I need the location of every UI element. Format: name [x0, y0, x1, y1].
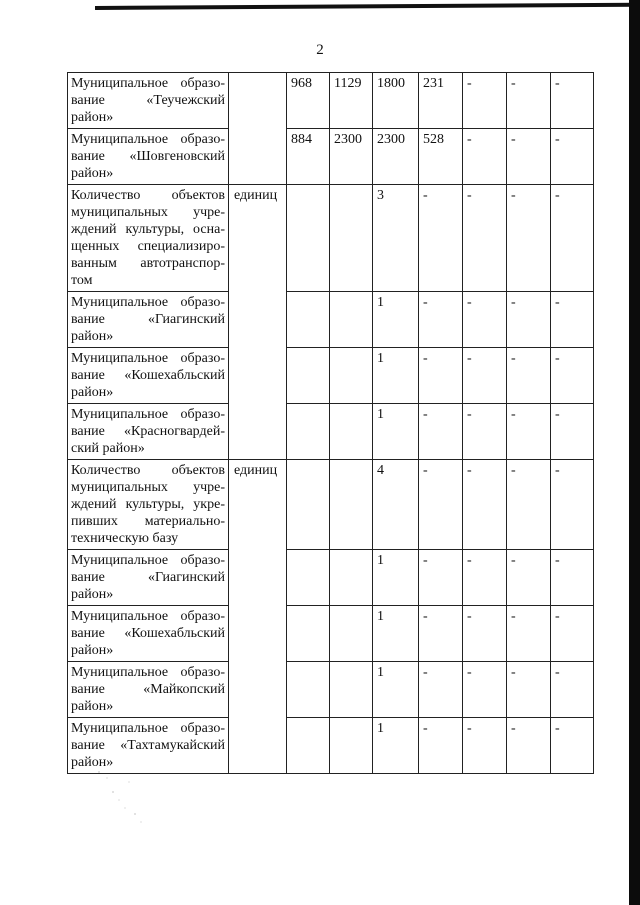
- value-cell: [287, 550, 330, 606]
- value-cell: [330, 550, 373, 606]
- value-cell: [330, 292, 373, 348]
- row-label: Муниципальное образо-вание «Кошехабльский район»: [68, 606, 229, 662]
- indicator-table: [67, 72, 594, 774]
- value-cell: -: [551, 348, 594, 404]
- page-number: 2: [316, 42, 324, 58]
- value-cell: -: [463, 292, 507, 348]
- value-cell: [287, 292, 330, 348]
- value-cell: [287, 185, 330, 292]
- value-cell: -: [463, 73, 507, 129]
- row-label: Муниципальное образо-вание «Шовгеновский район»: [68, 129, 229, 185]
- value-cell: -: [419, 348, 463, 404]
- value-cell: -: [551, 129, 594, 185]
- value-cell: 884: [287, 129, 330, 185]
- scan-edge-right: [629, 0, 640, 905]
- value-cell: -: [507, 404, 551, 460]
- value-cell: -: [463, 662, 507, 718]
- value-cell: [330, 348, 373, 404]
- table-row: [68, 550, 594, 606]
- table-row: [68, 404, 594, 460]
- value-cell: -: [419, 292, 463, 348]
- row-label: Количество объектов муниципальных учре-ждений культуры, укре-пивших материально-техническую базу: [68, 460, 229, 550]
- value-cell: -: [507, 348, 551, 404]
- value-cell: 1800: [373, 73, 419, 129]
- value-cell: 1: [373, 292, 419, 348]
- scan-edge-top: [95, 3, 640, 10]
- value-cell: -: [551, 185, 594, 292]
- value-cell: -: [551, 718, 594, 774]
- value-cell: -: [463, 348, 507, 404]
- value-cell: 4: [373, 460, 419, 550]
- row-unit: единиц: [229, 460, 287, 774]
- table-row: [68, 348, 594, 404]
- value-cell: -: [463, 550, 507, 606]
- value-cell: [287, 606, 330, 662]
- row-label: Муниципальное образо-вание «Теучежский район»: [68, 73, 229, 129]
- row-unit: [229, 73, 287, 185]
- value-cell: -: [463, 404, 507, 460]
- value-cell: 1: [373, 662, 419, 718]
- value-cell: -: [507, 185, 551, 292]
- value-cell: 1: [373, 550, 419, 606]
- value-cell: -: [551, 662, 594, 718]
- value-cell: [330, 718, 373, 774]
- value-cell: 968: [287, 73, 330, 129]
- value-cell: -: [507, 606, 551, 662]
- value-cell: -: [507, 460, 551, 550]
- value-cell: 231: [419, 73, 463, 129]
- value-cell: [287, 348, 330, 404]
- value-cell: -: [507, 718, 551, 774]
- value-cell: -: [507, 129, 551, 185]
- row-label: Муниципальное образо-вание «Красногвардей-ский район»: [68, 404, 229, 460]
- table-row: [68, 606, 594, 662]
- value-cell: 2300: [330, 129, 373, 185]
- value-cell: -: [507, 550, 551, 606]
- table-row: [68, 73, 594, 129]
- row-label: Муниципальное образо-вание «Тахтамукайский район»: [68, 718, 229, 774]
- value-cell: -: [507, 73, 551, 129]
- value-cell: -: [551, 606, 594, 662]
- scan-specks: [95, 770, 175, 830]
- value-cell: -: [463, 185, 507, 292]
- value-cell: -: [551, 460, 594, 550]
- value-cell: -: [419, 404, 463, 460]
- value-cell: [330, 460, 373, 550]
- table-row: [68, 185, 594, 292]
- row-label: Муниципальное образо-вание «Майкопский район»: [68, 662, 229, 718]
- value-cell: 528: [419, 129, 463, 185]
- value-cell: 1: [373, 404, 419, 460]
- value-cell: [330, 606, 373, 662]
- value-cell: -: [419, 185, 463, 292]
- row-label: Муниципальное образо-вание «Гиагинский район»: [68, 292, 229, 348]
- value-cell: -: [419, 662, 463, 718]
- value-cell: 2300: [373, 129, 419, 185]
- row-label: Муниципальное образо-вание «Кошехабльский район»: [68, 348, 229, 404]
- value-cell: -: [551, 550, 594, 606]
- value-cell: -: [463, 718, 507, 774]
- value-cell: -: [507, 292, 551, 348]
- row-unit: единиц: [229, 185, 287, 460]
- value-cell: -: [463, 606, 507, 662]
- table-row: [68, 292, 594, 348]
- value-cell: -: [551, 404, 594, 460]
- value-cell: [330, 662, 373, 718]
- row-label: Количество объектов муниципальных учре-ждений культуры, осна-щенных специализиро-ванным автотранспор-том: [68, 185, 229, 292]
- value-cell: -: [551, 292, 594, 348]
- value-cell: 3: [373, 185, 419, 292]
- value-cell: -: [419, 606, 463, 662]
- value-cell: [287, 404, 330, 460]
- value-cell: [287, 460, 330, 550]
- value-cell: 1: [373, 606, 419, 662]
- value-cell: -: [507, 662, 551, 718]
- value-cell: 1129: [330, 73, 373, 129]
- value-cell: [287, 662, 330, 718]
- value-cell: -: [419, 460, 463, 550]
- value-cell: -: [463, 460, 507, 550]
- table-row: [68, 129, 594, 185]
- table-row: [68, 662, 594, 718]
- value-cell: [330, 404, 373, 460]
- table-row: [68, 718, 594, 774]
- value-cell: -: [551, 73, 594, 129]
- value-cell: 1: [373, 348, 419, 404]
- value-cell: -: [419, 550, 463, 606]
- value-cell: [330, 185, 373, 292]
- value-cell: 1: [373, 718, 419, 774]
- value-cell: -: [463, 129, 507, 185]
- value-cell: -: [419, 718, 463, 774]
- row-label: Муниципальное образо-вание «Гиагинский район»: [68, 550, 229, 606]
- value-cell: [287, 718, 330, 774]
- table-row: [68, 460, 594, 550]
